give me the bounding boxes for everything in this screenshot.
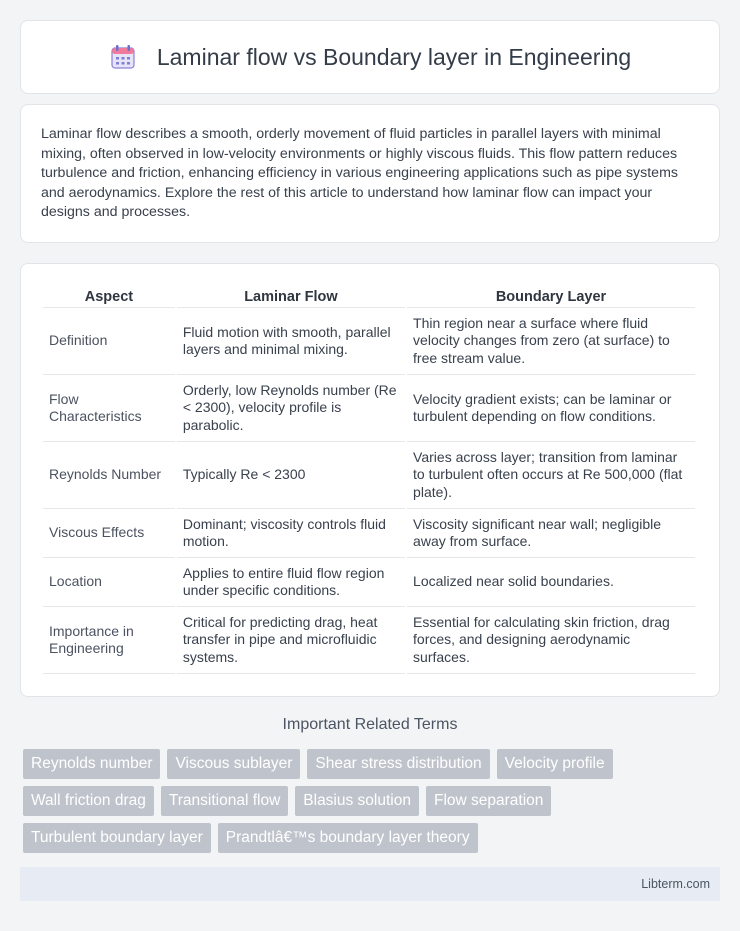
term-tag[interactable]: Prandtlâ€™s boundary layer theory xyxy=(218,823,478,853)
boundary-layer-cell: Viscosity significant near wall; negligible away from surface. xyxy=(407,509,695,558)
table-row xyxy=(43,308,695,375)
term-tag[interactable]: Viscous sublayer xyxy=(167,749,300,779)
calendar-icon xyxy=(109,43,137,71)
footer xyxy=(20,867,720,901)
table-row xyxy=(43,607,695,674)
column-header-aspect: Aspect xyxy=(43,286,175,308)
boundary-layer-cell: Essential for calculating skin friction, drag forces, and designing aerodynamic surfaces. xyxy=(407,607,695,674)
term-tag[interactable]: Blasius solution xyxy=(295,786,419,816)
related-terms-list xyxy=(23,749,723,860)
aspect-cell: Viscous Effects xyxy=(43,509,175,558)
term-tag[interactable]: Shear stress distribution xyxy=(307,749,489,779)
boundary-layer-cell: Varies across layer; transition from laminar to turbulent often occurs at Re 500,000 (flat plate). xyxy=(407,442,695,509)
term-tag[interactable]: Wall friction drag xyxy=(23,786,154,816)
boundary-layer-cell: Velocity gradient exists; can be laminar or turbulent depending on flow conditions. xyxy=(407,375,695,442)
term-tag[interactable]: Flow separation xyxy=(426,786,551,816)
term-tag[interactable]: Reynolds number xyxy=(23,749,160,779)
term-tag[interactable]: Velocity profile xyxy=(497,749,613,779)
table-row xyxy=(43,558,695,607)
laminar-flow-cell: Dominant; viscosity controls fluid motion. xyxy=(177,509,405,558)
laminar-flow-cell: Applies to entire fluid flow region under specific conditions. xyxy=(177,558,405,607)
term-tag[interactable]: Transitional flow xyxy=(161,786,288,816)
intro-card xyxy=(20,104,720,243)
table-row xyxy=(43,509,695,558)
aspect-cell: Reynolds Number xyxy=(43,442,175,509)
laminar-flow-cell: Critical for predicting drag, heat transfer in pipe and microfluidic systems. xyxy=(177,607,405,674)
laminar-flow-cell: Fluid motion with smooth, parallel layers and minimal mixing. xyxy=(177,308,405,375)
aspect-cell: Definition xyxy=(43,308,175,375)
boundary-layer-cell: Thin region near a surface where fluid velocity changes from zero (at surface) to free stream value. xyxy=(407,308,695,375)
aspect-cell: Importance in Engineering xyxy=(43,607,175,674)
table-row xyxy=(43,442,695,509)
footer-site-link[interactable]: Libterm.com xyxy=(641,877,710,891)
comparison-table xyxy=(41,286,697,674)
page-title: Laminar flow vs Boundary layer in Engineering xyxy=(156,43,632,70)
boundary-layer-cell: Localized near solid boundaries. xyxy=(407,558,695,607)
laminar-flow-cell: Typically Re < 2300 xyxy=(177,442,405,509)
terms-row xyxy=(23,749,723,779)
column-header-laminar-flow: Laminar Flow xyxy=(177,286,405,308)
aspect-cell: Flow Characteristics xyxy=(43,375,175,442)
related-terms-title: Important Related Terms xyxy=(282,716,458,733)
intro-text: Laminar flow describes a smooth, orderly movement of fluid particles in parallel layers with minimal mixing, often observed in low-velocity environments or highly viscous fluids. This flow pattern reduces turbulence and friction, enhancing efficiency in various engineering applications such as pipe systems and aerodynamics. Explore the rest of this article to understand how laminar flow can impact your designs and processes. xyxy=(41,126,678,221)
table-header-row xyxy=(43,286,695,308)
table-row xyxy=(43,375,695,442)
column-header-boundary-layer: Boundary Layer xyxy=(407,286,695,308)
header-card xyxy=(20,20,720,94)
laminar-flow-cell: Orderly, low Reynolds number (Re < 2300), velocity profile is parabolic. xyxy=(177,375,405,442)
term-tag[interactable]: Turbulent boundary layer xyxy=(23,823,211,853)
comparison-card xyxy=(20,263,720,697)
aspect-cell: Location xyxy=(43,558,175,607)
terms-row xyxy=(23,823,723,853)
terms-row xyxy=(23,786,723,816)
